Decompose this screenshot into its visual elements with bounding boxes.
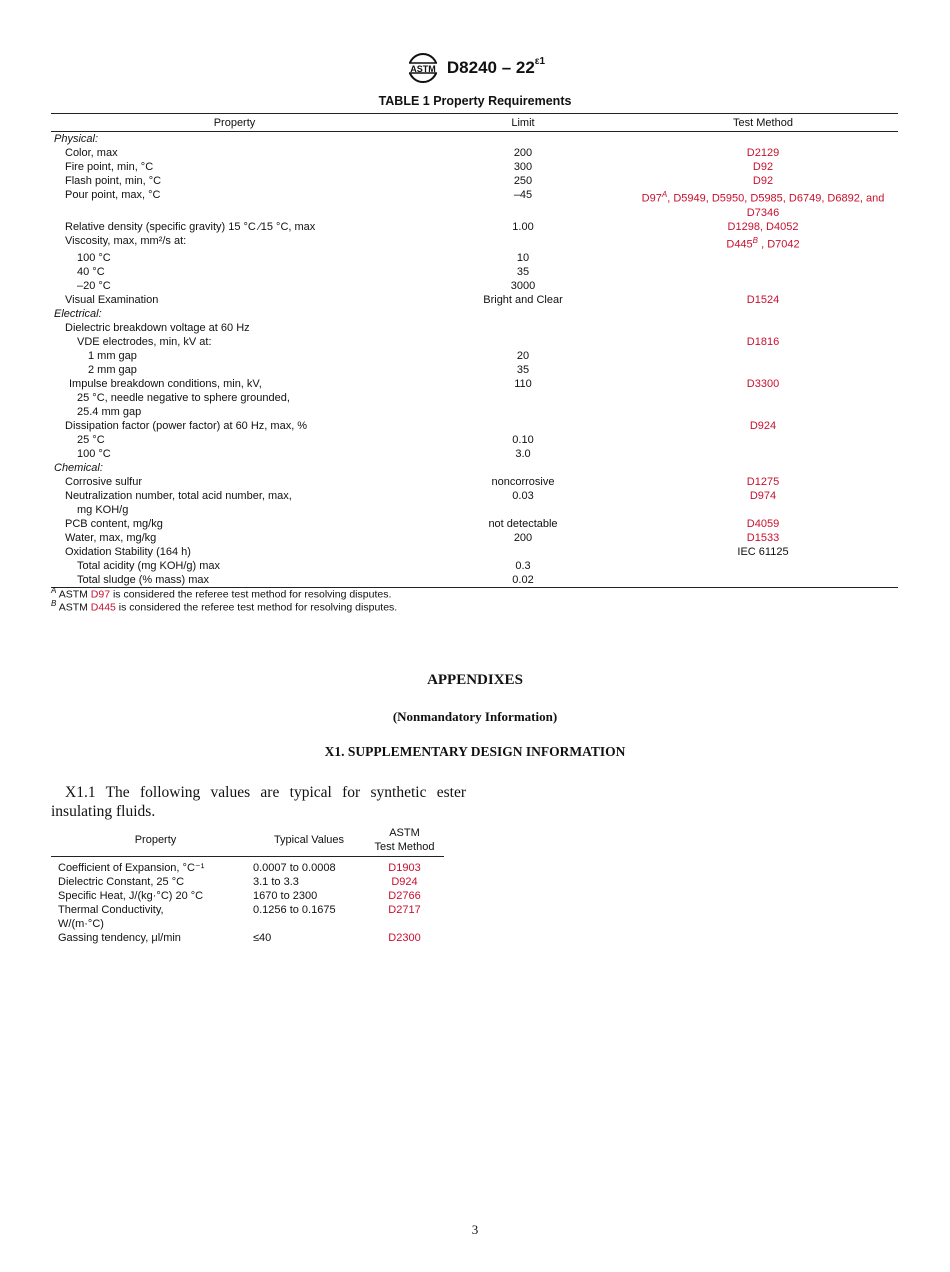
table-row: Oxidation Stability (164 h) IEC 61125 <box>65 546 789 559</box>
test-method-links[interactable]: $D97^A$, D5949, D5950, D5985, D6749, D6892, and D7346 <box>641 190 885 219</box>
table-row: Physical: <box>54 133 99 145</box>
table-row: VDE electrodes, min, kV at: D1816 <box>51 335 898 349</box>
test-method-link[interactable]: D1275 <box>746 476 780 489</box>
table-row: Dielectric breakdown voltage at 60 Hz <box>65 322 250 335</box>
column-header-property: Property <box>51 114 418 132</box>
table-row: Corrosive sulfur noncorrosive D1275 <box>51 475 898 489</box>
appendix-subtitle: (Nonmandatory Information) <box>392 709 558 724</box>
table-row: Visual Examination Bright and Clear D1524 <box>51 293 898 307</box>
test-method-link[interactable]: D924 <box>749 420 777 433</box>
test-method-link[interactable]: D1524 <box>746 294 780 307</box>
table-row: 40 °C 35 <box>77 266 530 279</box>
test-method-link[interactable]: D92 <box>752 175 774 187</box>
page-header <box>0 52 950 89</box>
table1-caption: TABLE 1 Property Requirements <box>378 94 572 108</box>
table-row: Gassing tendency, μl/min ≤40 D2300 <box>51 931 444 945</box>
table-row: 100 °C 3.0 <box>77 448 531 461</box>
table-row: Fire point, min, °C 300 D92 <box>51 160 898 174</box>
test-method-links[interactable]: $D445^B$ , D7042 <box>726 235 800 251</box>
column-header-astm-test-method: ASTM Test Method <box>365 826 444 857</box>
table-row: PCB content, mg/kg not detectable D4059 <box>51 517 898 531</box>
test-method-link[interactable]: D1816 <box>746 336 780 349</box>
test-method-link[interactable]: D924 <box>391 875 418 888</box>
table-row: Chemical: <box>54 462 103 475</box>
table-row: Coefficient of Expansion, °C⁻¹ 0.0007 to 0.0008 D1903 <box>51 861 444 875</box>
appendix-paragraph: X1.1 The following values are typical for synthetic ester insulating fluids. <box>51 784 466 820</box>
table-row: –20 °C 3000 <box>77 280 536 293</box>
table-row: 25 °C 0.10 <box>77 434 534 447</box>
footnote-a: $^A$ ASTM D97 is considered the referee test method for resolving disputes. <box>51 586 392 601</box>
typical-values-table <box>51 826 444 945</box>
column-header-limit: Limit <box>418 114 628 132</box>
table-header-row <box>51 114 898 132</box>
table-row: Total acidity (mg KOH/g) max 0.3 <box>77 560 531 573</box>
table-row: Flash point, min, °C 250 D92 <box>51 174 898 188</box>
test-method-link[interactable]: D974 <box>749 490 777 503</box>
test-method-link[interactable]: D1298, D4052 <box>727 220 799 233</box>
table-row: Pour point, max, °C –45 $D97^A$, D5949, D5950, D5985, D6749, D6892, and D7346 <box>51 188 898 220</box>
table-row: W/(m·°C) <box>58 917 104 930</box>
column-header-test-method: Test Method <box>628 114 898 132</box>
table-row: Dissipation factor (power factor) at 60 Hz, max, % D924 <box>51 419 898 433</box>
test-method-link[interactable]: D3300 <box>746 378 780 391</box>
table-row: Total sludge (% mass) max 0.02 <box>51 573 898 588</box>
test-method-link[interactable]: D1533 <box>746 532 780 545</box>
footnote-link-d97[interactable]: D97 <box>90 588 111 601</box>
property-requirements-table <box>51 113 898 588</box>
table-row: Thermal Conductivity, 0.1256 to 0.1675 D2717 <box>51 903 444 917</box>
table-row: 1 mm gap 20 <box>88 350 530 363</box>
table-row: Electrical: <box>54 308 102 321</box>
test-method-link[interactable]: D1903 <box>388 861 421 874</box>
table-row: 100 °C 10 <box>77 252 530 265</box>
table-row: mg KOH/g <box>77 504 129 517</box>
test-method-link[interactable]: D4059 <box>746 518 780 531</box>
document-designation: $D8240 - 22^{\varepsilon 1}$ <box>446 56 546 77</box>
table-row: Water, max, mg/kg 200 D1533 <box>51 531 898 545</box>
page-number: 3 <box>471 1222 479 1237</box>
test-method-link[interactable]: D2300 <box>388 931 421 944</box>
test-method-link[interactable]: D92 <box>752 161 774 173</box>
appendix-title: APPENDIXES <box>427 672 523 688</box>
table-row: Specific Heat, J/(kg·°C) 20 °C 1670 to 2300 D2766 <box>51 889 444 903</box>
footnote-link-d445[interactable]: D445 <box>90 601 116 614</box>
column-header-property: Property <box>51 826 253 857</box>
test-method-link[interactable]: D2717 <box>388 903 421 916</box>
section-heading: X1. SUPPLEMENTARY DESIGN INFORMATION <box>324 744 626 759</box>
astm-logo-icon <box>405 52 441 84</box>
svg-text:ASTM: ASTM <box>410 64 436 74</box>
table-row: 25 °C, needle negative to sphere grounded, <box>77 392 290 405</box>
table-row: 2 mm gap 35 <box>88 364 530 377</box>
test-method-link[interactable]: D2129 <box>746 147 780 159</box>
test-method-link[interactable]: D2766 <box>388 889 421 902</box>
table-header-row <box>51 826 444 857</box>
column-header-typical-values: Typical Values <box>253 826 365 857</box>
table-row: Neutralization number, total acid number, max, 0.03 D974 <box>51 489 898 503</box>
table-row: Relative density (specific gravity) 15 °C ⁄15 °C, max 1.00 D1298, D4052 <box>51 220 898 234</box>
table-row: Color, max 200 D2129 <box>51 146 898 160</box>
table-row: Impulse breakdown conditions, min, kV, 110 D3300 <box>51 377 898 391</box>
footnote-b: $^B$ ASTM D445 is considered the referee test method for resolving disputes. <box>51 599 398 614</box>
table-row: Viscosity, max, mm²/s at: $D445^B$ , D7042 <box>51 234 898 252</box>
table-row: 25.4 mm gap <box>77 406 142 419</box>
table-row: Dielectric Constant, 25 °C 3.1 to 3.3 D924 <box>51 875 444 889</box>
